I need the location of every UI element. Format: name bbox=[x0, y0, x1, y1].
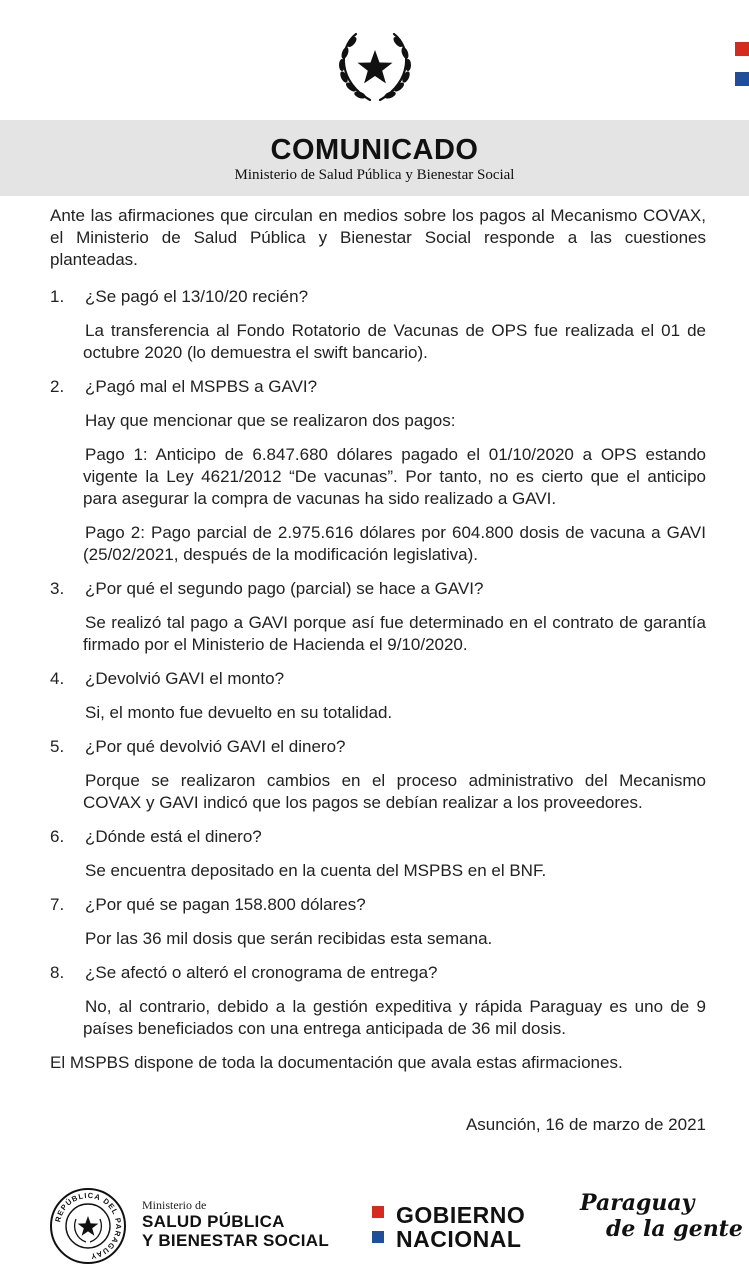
red-square-icon bbox=[372, 1206, 384, 1218]
question-text: ¿Se afectó o alteró el cronograma de entrega? bbox=[85, 963, 438, 982]
blue-square-decoration bbox=[735, 72, 749, 86]
red-square-decoration bbox=[735, 42, 749, 56]
answer-paragraph: Hay que mencionar que se realizaron dos pagos: bbox=[85, 411, 456, 430]
question-text: ¿Por qué se pagan 158.800 dólares? bbox=[85, 895, 366, 914]
answer-paragraph: Si, el monto fue devuelto en su totalidad. bbox=[85, 703, 393, 722]
question-text: ¿Dónde está el dinero? bbox=[85, 827, 262, 846]
ministry-small-text: Ministerio de bbox=[142, 1198, 207, 1212]
answer-paragraph: Se encuentra depositado en la cuenta del MSPBS en el BNF. bbox=[85, 861, 547, 880]
slogan-line-2: de la gente bbox=[606, 1216, 743, 1242]
question-number: 3. bbox=[50, 579, 65, 598]
question-item bbox=[50, 736, 706, 758]
question-text: ¿Devolvió GAVI el monto? bbox=[85, 669, 285, 688]
answer-paragraph: No, al contrario, debido a la gestión expeditiva y rápida Paraguay es uno de 9 países beneficiados con una entrega anticipada de 36 mil dosis. bbox=[83, 997, 706, 1038]
slogan-line-1: Paraguay bbox=[580, 1190, 695, 1216]
page-title: COMUNICADO bbox=[270, 134, 479, 166]
question-text: ¿Por qué el segundo pago (parcial) se hace a GAVI? bbox=[85, 579, 484, 598]
blue-square-icon bbox=[372, 1231, 384, 1243]
national-seal-icon bbox=[332, 26, 418, 106]
question-number: 1. bbox=[50, 287, 65, 306]
answer-paragraph: Por las 36 mil dosis que serán recibidas esta semana. bbox=[85, 929, 493, 948]
answer-paragraph: Se realizó tal pago a GAVI porque así fue determinado en el contrato de garantía firmado por el Ministerio de Hacienda el 9/10/2020. bbox=[83, 613, 706, 654]
question-item bbox=[50, 578, 706, 600]
question-item bbox=[50, 668, 706, 690]
gobierno-line-1: GOBIERNO bbox=[396, 1202, 526, 1228]
answer-paragraph: Pago 1: Anticipo de 6.847.680 dólares pagado el 01/10/2020 a OPS estando vigente la Ley 4621/2012 “De vacunas”. Por tanto, no es cierto que el anticipo para asegurar la compra de vacunas ha sido realizado a GAVI. bbox=[83, 445, 706, 508]
answer-paragraph: Pago 2: Pago parcial de 2.975.616 dólares por 604.800 dosis de vacuna a GAVI (25/02/2021, después de la modificación legislativa). bbox=[83, 523, 706, 564]
gobierno-line-2: NACIONAL bbox=[396, 1226, 522, 1252]
intro-paragraph: Ante las afirmaciones que circulan en medios sobre los pagos al Mecanismo COVAX, el Ministerio de Salud Pública y Bienestar Social responde a las cuestiones planteadas. bbox=[50, 206, 706, 269]
answer-paragraph: La transferencia al Fondo Rotatorio de Vacunas de OPS fue realizada el 01 de octubre 2020 (lo demuestra el swift bancario). bbox=[83, 321, 706, 362]
paraguay-slogan-logo bbox=[580, 1190, 743, 1242]
ministry-line-1: SALUD PÚBLICA bbox=[142, 1212, 285, 1231]
header-band bbox=[0, 120, 749, 196]
question-number: 4. bbox=[50, 669, 65, 688]
communique-body bbox=[50, 205, 706, 1074]
page-subtitle: Ministerio de Salud Pública y Bienestar Social bbox=[234, 167, 515, 183]
ministry-logo bbox=[142, 1198, 329, 1250]
ministry-line-2: Y BIENESTAR SOCIAL bbox=[142, 1231, 330, 1250]
answer-paragraph: Porque se realizaron cambios en el proceso administrativo del Mecanismo COVAX y GAVI indicó que los pagos se debían realizar a los proveedores. bbox=[83, 771, 706, 812]
question-number: 2. bbox=[50, 377, 65, 396]
question-number: 7. bbox=[50, 895, 65, 914]
date-line: Asunción, 16 de marzo de 2021 bbox=[465, 1115, 706, 1134]
question-item bbox=[50, 286, 706, 308]
question-item bbox=[50, 894, 706, 916]
question-item bbox=[50, 962, 706, 984]
question-item bbox=[50, 826, 706, 848]
question-number: 8. bbox=[50, 963, 65, 982]
question-number: 6. bbox=[50, 827, 65, 846]
question-text: ¿Por qué devolvió GAVI el dinero? bbox=[85, 737, 346, 756]
question-item bbox=[50, 376, 706, 398]
question-text: ¿Se pagó el 13/10/20 recién? bbox=[85, 287, 309, 306]
question-number: 5. bbox=[50, 737, 65, 756]
closing-paragraph: El MSPBS dispone de toda la documentación que avala estas afirmaciones. bbox=[50, 1053, 623, 1072]
republic-seal-icon bbox=[49, 1187, 127, 1265]
seal-ring-text: REPÚBLICA DEL PARAGUAY bbox=[53, 1190, 124, 1261]
question-text: ¿Pagó mal el MSPBS a GAVI? bbox=[85, 377, 318, 396]
